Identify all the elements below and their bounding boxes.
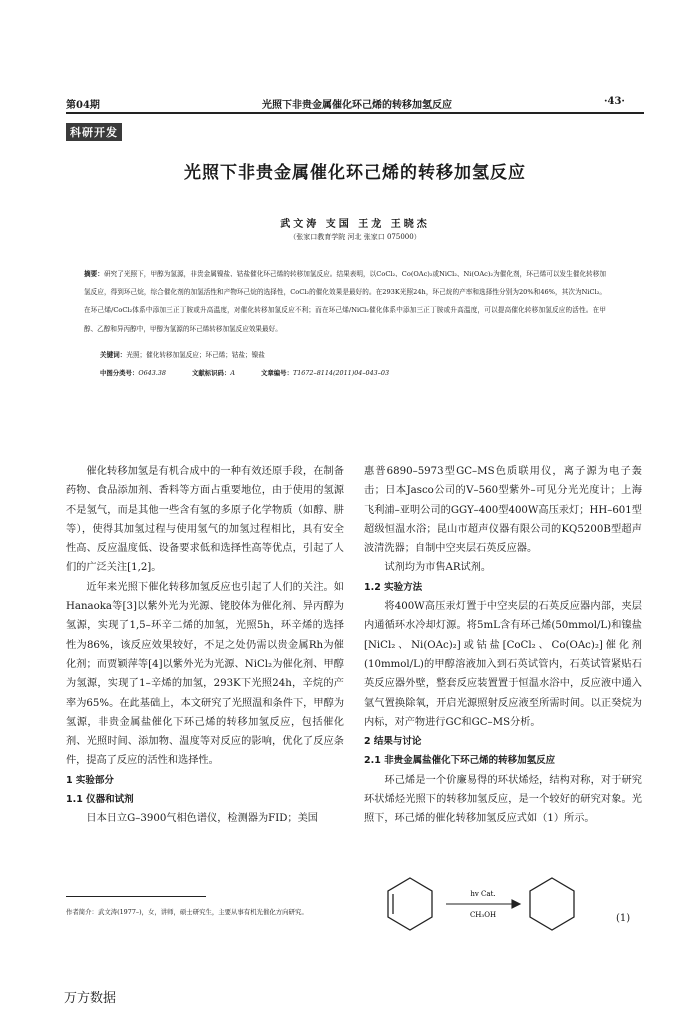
right-column — [364, 462, 642, 829]
paragraph: 近年来光照下催化转移加氢反应也引起了人们的关注。如Hanaoka等[3]以紫外光为光源、铑胶体为催化剂、异丙醇为氢源，实现了1,5–环辛二烯的加氢，光照5h，环辛烯的选择性为86%，该反应效果较好，不足之处仍需以贵金属Rh为催化剂；而贾颖萍等[4]以紫外光为光源、NiCl₂为催化剂、甲醇为氢源，实现了1–辛烯的加氢，293K下光照24h，辛烷的产率为65%。在此基础上，本文研究了光照温和条件下，甲醇为氢源，非贵金属盐催化下环己烯的转移加氢反应，包括催化剂、光照时间、添加物、温度等对反应的影响，优化了反应条件，提高了反应的活性和选择性。 — [66, 581, 344, 767]
reaction-condition-below: CH₃OH — [469, 911, 497, 919]
journal-issue: 第04期 — [66, 100, 100, 111]
article-value: T1672–8114(2011)04–043–03 — [292, 369, 390, 377]
abstract-text: 研究了光照下，甲醇为氢源，非贵金属镍盐、钴盐催化环己烯的转移加氢反应。结果表明，以CoCl₂、Co(OAc)₂或NiCl₂、Ni(OAc)₂为催化剂，环己烯可以发生催化转移加氢反应，得到环己烷，综合催化剂的加氢活性和产物环己烷的选择性，CoCl₂的催化效果是最好的。在293K光照24h，环己烷的产率和选择性分别为20%和46%，其次为NiCl₂。在环己烯/CoCl₂体系中添加三正丁胺或升高温度，对催化转移加氢反应不利；而在环己烯/NiCl₂催化体系中添加三正丁胺或升高温度，可以提高催化转移加氢反应的活性。在甲醇、乙醇和异丙醇中，甲醇为氢源的环己烯转移加氢反应效果最好。 — [84, 270, 606, 333]
article-title: 光照下非贵金属催化环己烯的转移加氢反应 — [184, 163, 526, 183]
section-heading: 2 结果与讨论 — [364, 736, 422, 748]
keywords-label: 关键词： — [100, 351, 127, 359]
page-number: ·43· — [604, 96, 625, 107]
keywords — [100, 349, 265, 359]
doc-label: 文献标识码： — [192, 369, 231, 377]
footnote-rule — [66, 896, 206, 897]
section-tag: 科研开发 — [66, 123, 122, 141]
authors: 武文涛 支国 王龙 王晓杰 — [280, 219, 430, 230]
reaction-condition-above: hv Cat. — [470, 890, 496, 898]
subsection-heading: 2.1 非贵金属盐催化下环己烯的转移加氢反应 — [364, 755, 556, 767]
header-rule — [66, 112, 644, 114]
paragraph: 试剂均为市售AR试剂。 — [384, 562, 492, 574]
classification — [100, 368, 413, 377]
paragraph: 催化转移加氢是有机合成中的一种有效还原手段，在制备药物、食品添加剂、香料等方面占重要地位，由于使用的氢源不是氢气，而是其他一些含有氢的多原子化学物质（如醇、肼等），使得其加氢过程与使用氢气的加氢过程相比，具有安全性高、反应温度低、设备要求低和选择性高等优点，引起了人们的广泛关注[1,2]。 — [66, 466, 344, 574]
reaction-arrow — [446, 900, 520, 908]
paragraph: 环己烯是一个价廉易得的环状烯烃，结构对称，对于研究环状烯烃光照下的转移加氢反应，是一个较好的研究对象。光照下，环己烯的催化转移加氢反应式如（1）所示。 — [364, 774, 642, 825]
left-column — [66, 462, 344, 829]
equation-number: (1) — [616, 913, 631, 924]
abstract — [84, 265, 606, 338]
doc-value: A — [230, 369, 235, 377]
subsection-heading: 1.2 实验方法 — [364, 581, 423, 593]
author-footnote: 作者简介：武文涛(1977–)，女，讲师，硕士研究生，主要从事有机光催化方向研究。 — [66, 908, 308, 916]
clc-value: O643.38 — [138, 369, 166, 377]
cyclohexene-structure — [388, 878, 432, 930]
clc-label: 中图分类号： — [100, 369, 139, 377]
watermark: 万方数据 — [64, 991, 117, 1006]
affiliation: （张家口教育学院 河北 张家口 075000） — [289, 233, 421, 241]
keywords-text: 光照；催化转移加氢反应；环己烯；钴盐；镍盐 — [126, 351, 265, 359]
reaction-equation — [380, 872, 580, 938]
paragraph: 日本日立G–3900气相色谱仪，检测器为FID；美国 — [86, 813, 318, 825]
paragraph: 将400W高压汞灯置于中空夹层的石英反应器内部，夹层内通循环水冷却灯源。将5mL含有环己烯(50mmol/L)和镍盐[NiCl₂、Ni(OAc)₂]或钴盐[CoCl₂、Co(OAc)₂]催化剂(10mmol/L)的甲醇溶液加入到石英试管内，石英试管紧贴石英反应器外壁，整套反应装置置于恒温水浴中，反应液中通入氩气置换除氧，开启光源照射反应液至所需时间。以正癸烷为内标，对产物进行GC和GC–MS分析。 — [364, 601, 642, 728]
section-heading: 1 实验部分 — [66, 774, 114, 786]
article-label: 文章编号： — [261, 369, 293, 377]
subsection-heading: 1.1 仪器和试剂 — [66, 794, 134, 806]
abstract-label: 摘要： — [84, 270, 104, 278]
running-title: 光照下非贵金属催化环己烯的转移加氢反应 — [262, 100, 452, 111]
paragraph: 惠普6890–5973型GC–MS色质联用仪，离子源为电子轰击；日本Jasco公司的V–560型紫外–可见分光光度计；上海飞利浦–亚明公司的GGY–400型400W高压汞灯；HH–601型超级恒温水浴；昆山市超声仪器有限公司的KQ5200B型超声波清洗器；自制中空夹层石英反应器。 — [364, 466, 642, 555]
cyclohexane-structure — [530, 878, 574, 930]
